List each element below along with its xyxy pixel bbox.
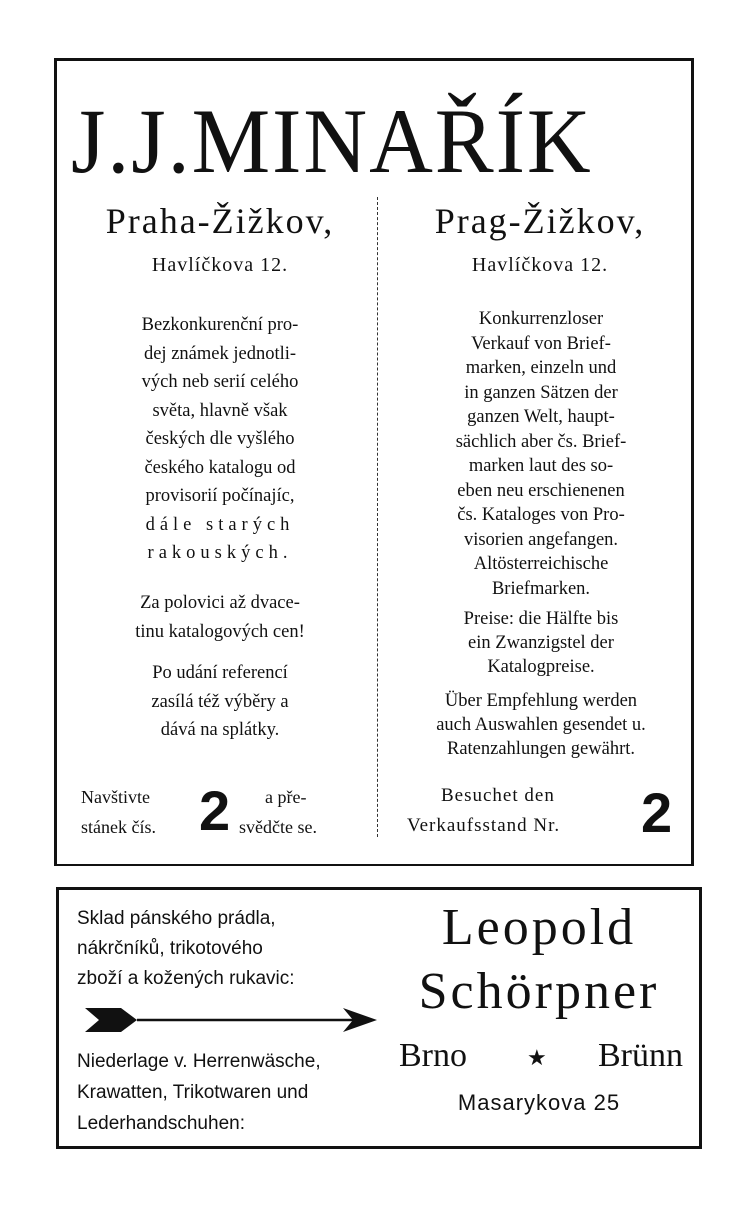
text-line: vých neb serií celého xyxy=(141,372,299,392)
czech-goods-description xyxy=(77,904,387,994)
text-line: auch Auswahlen gesendet u. xyxy=(436,715,646,735)
text-line: Za polovici až dvace- xyxy=(140,593,300,613)
visit-text: Besuchet den xyxy=(441,785,555,806)
german-goods-description xyxy=(77,1046,397,1139)
merchant-block xyxy=(389,896,689,1118)
text-line: Sklad pánského prádla, xyxy=(77,908,276,929)
city-czech: Praha-Žižkov, xyxy=(105,201,335,241)
advertisement-minarik xyxy=(54,58,694,866)
text-line: eben neu erschienenen xyxy=(457,480,625,501)
czech-visit-note xyxy=(81,779,371,843)
text-line: Altösterreichische xyxy=(473,554,609,574)
text-line: marken laut des so- xyxy=(468,456,614,476)
merchant-cities xyxy=(389,1034,689,1078)
city-german: Prag-Žižkov, xyxy=(434,201,646,241)
czech-column-header xyxy=(73,199,367,279)
text-line: in ganzen Sätzen der xyxy=(464,382,618,403)
text-line: Katalogpreise. xyxy=(487,657,595,677)
arrow-right-icon xyxy=(81,1002,379,1038)
german-column-header xyxy=(395,199,685,279)
text-line: dej známek jednotli- xyxy=(143,343,297,364)
text-line: zasílá též výběry a xyxy=(151,691,289,712)
stand-number: 2 xyxy=(199,779,231,842)
address-czech: Havlíčkova 12. xyxy=(151,254,289,276)
visit-text: svědčte se. xyxy=(239,817,317,837)
text-line: Niederlage v. Herrenwäsche, xyxy=(77,1051,321,1072)
german-offer-paragraph xyxy=(391,307,691,601)
advertisement-schorpner xyxy=(56,887,702,1149)
text-line: čs. Kataloges von Pro- xyxy=(457,505,625,525)
merchant-last-name: Schörpner xyxy=(418,963,660,1020)
address-german: Havlíčkova 12. xyxy=(471,254,609,276)
czech-references-paragraph xyxy=(73,659,367,745)
czech-offer-paragraph xyxy=(73,311,367,568)
text-line: Bezkonkurenční pro- xyxy=(141,315,299,335)
text-line: provisorií počínajíc, xyxy=(145,486,295,506)
text-line: Preise: die Hälfte bis xyxy=(463,609,619,629)
text-line: světa, hlavně však xyxy=(152,400,288,421)
text-line: dále starých xyxy=(145,514,295,535)
column-divider xyxy=(377,197,378,837)
text-line: Briefmarken. xyxy=(491,578,591,599)
text-line: dává na splátky. xyxy=(160,720,280,740)
merchant-first-name: Leopold xyxy=(441,899,637,956)
visit-text: a pře- xyxy=(265,787,307,807)
visit-text: stánek čís. xyxy=(81,817,156,837)
text-line: tinu katalogových cen! xyxy=(135,621,305,642)
text-line: sächlich aber čs. Brief- xyxy=(455,431,627,452)
german-visit-note xyxy=(397,781,687,845)
city-czech: Brno xyxy=(399,1037,467,1074)
german-references-paragraph xyxy=(391,689,691,761)
text-line: marken, einzeln und xyxy=(465,358,617,378)
german-price-paragraph xyxy=(391,607,691,679)
text-line: Krawatten, Trikotwaren und xyxy=(77,1082,309,1103)
advertiser-title: J.J.MINAŘÍK xyxy=(71,90,593,192)
merchant-address: Masarykova 25 xyxy=(457,1090,621,1115)
text-line: ein Zwanzigstel der xyxy=(468,633,614,653)
text-line: českých dle vyšlého xyxy=(145,429,295,449)
text-line: českého katalogu od xyxy=(144,457,296,478)
text-line: Verkauf von Brief- xyxy=(471,333,611,354)
star-icon: ★ xyxy=(527,1045,547,1070)
text-line: Über Empfehlung werden xyxy=(444,691,638,711)
text-line: ganzen Welt, haupt- xyxy=(467,407,615,427)
text-line: Konkurrenzloser xyxy=(478,309,604,329)
text-line: zboží a kožených rukavic: xyxy=(77,968,295,989)
city-german: Brünn xyxy=(598,1037,683,1074)
visit-text: Verkaufsstand Nr. xyxy=(407,815,561,836)
visit-text: Navštivte xyxy=(81,787,150,807)
text-line: Po udání referencí xyxy=(152,663,288,683)
text-line: visorien angefangen. xyxy=(463,529,619,550)
stand-number: 2 xyxy=(641,781,674,844)
text-line: Lederhandschuhen: xyxy=(77,1113,245,1134)
text-line: Ratenzahlungen gewährt. xyxy=(446,739,635,759)
czech-price-paragraph xyxy=(73,589,367,646)
text-line: nákrčníků, trikotového xyxy=(77,938,263,959)
text-line: rakouských. xyxy=(147,543,293,563)
